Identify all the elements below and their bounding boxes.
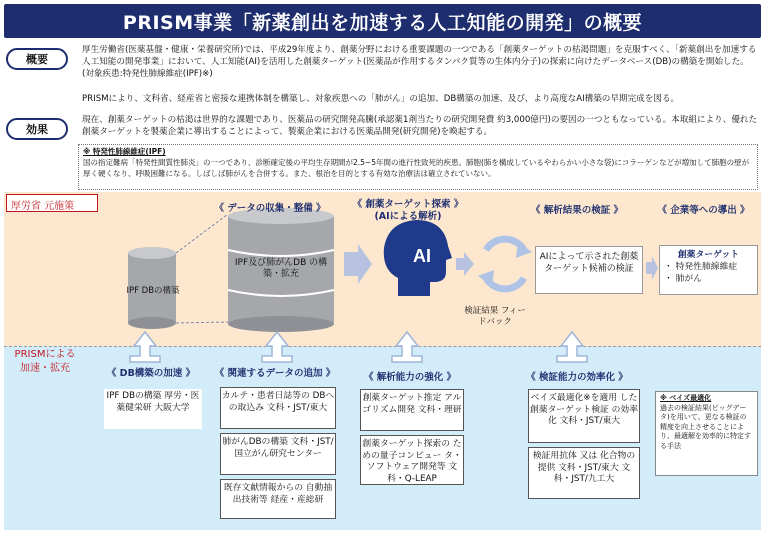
ipf-note-title: ※ 特発性肺線維症(IPF) [83,147,166,156]
heading-data-collection: 《 データの収集・整備 》 [214,203,326,214]
small-db-label: IPF DBの構築 [126,286,180,296]
related-data-box: 既存文献情報からの 自動抽出技術等 経産・産総研 [220,479,336,519]
heading-related-data: 《 関連するデータの追加 》 [214,368,336,379]
overview-label: 概要 [6,48,68,70]
verification-box: 検証用抗体 又は 化合物の提供 文科・JST/東大 文科・JST/九工大 [528,447,640,499]
ai-head-icon [384,220,452,296]
drug-target-item: ・ 特発性肺線維症 [664,262,738,272]
page-title: PRISM事業「新薬創出を加速する人工知能の開発」の概要 [122,11,643,34]
heading-company-transfer: 《 企業等への導出 》 [657,205,750,216]
analysis-box: 創薬ターゲット推定 アルゴリズム開発 文科・理研 [360,389,464,431]
overview-paragraph-2: PRISMにより、文科省、経産省と密接な連携体制を構築し、対象疾患への「肺がん」の追加、DB構築の加速、及び、より高度なAI構築の早期完成を図る。 [82,94,680,104]
ipf-note-text: 国の指定難病「特発性間質性肺炎」の一つであり、診断確定後の平均生存期間が2.5~5年間の進行性致死的疾患。肺胞(肺を構成しているやわらかい小さな袋)にコラーゲンなどが増加して肺胞の壁が厚く硬くなり、呼吸困難になる。しばしば肺がんを合併する。また、根治を目的とする有効な治療法は確立されていない。 [83,158,750,178]
heading-verification: 《 検証能力の効率化 》 [526,372,628,383]
arrow-to-target-icon [646,256,658,280]
arrow-to-ai-icon [344,244,372,284]
related-data-box: カルテ・患者日誌等の DBへの取込み 文科・JST/東大 [220,387,336,429]
db-accel-box: IPF DBの構築 厚労・医薬健栄研 大阪大学 [104,389,202,429]
bayes-note-text: 過去の検証結果(ビッグデータ)を用いて、更なる検証の精度を向上させることにより、最適解を効率的に特定する手法 [660,403,751,450]
heading-analysis: 《 解析能力の強化 》 [363,372,457,383]
bayes-note [655,391,758,476]
heading-target-search-sub: (AIによる解析) [374,211,442,222]
effect-label: 効果 [6,118,68,140]
effect-paragraph: 現在、創薬ターゲットの枯渇は世界的な課題であり、医薬品の研究開発高騰(承認薬1剤当たりの研究開発費 約3,000億円)の要因の一つともなっている。本取組により、優れた創薬ターゲットを製薬企業に導出することによって、製薬企業における医薬品開発(研究開発)を喚起する。 [82,115,758,137]
arrow-ai-to-cycle-icon [456,252,474,276]
feedback-cycle-icon [478,239,532,289]
bayes-note-title: ※ ベイズ最適化 [660,394,712,402]
drug-target-title: 創薬ターゲット [677,250,740,260]
upward-arrows [130,332,587,362]
bottom-panel-tag: PRISMによる 加速・拡充 [14,349,76,374]
ai-label: AI [413,246,431,266]
drug-target-box [659,245,758,295]
verification-box: ベイズ最適化※を適用 した創薬ターゲット検証 の効率化 文科・JST/東大 [528,389,640,443]
feedback-label: 検証結果 フィードバック [464,306,526,327]
drug-target-item: ・ 肺がん [664,274,702,284]
analysis-box: 創薬ターゲット探索の ための量子コンピュー タ・ソフトウェア開発等 文科・Q-LEAP [360,435,464,485]
heading-db-accel: 《 DB構築の加速 》 [106,368,196,379]
related-data-box: 肺がんDBの構築 文科・JST/ 国立がん研究センター [220,433,336,475]
top-panel-tag: 厚労省 元施策 [6,194,98,212]
heading-target-search: 《 創薬ターゲット探索 》 [352,199,464,210]
large-db-label: IPF及び肺がんDB の構築・拡充 [234,258,328,279]
overview-paragraph-1: 厚生労働省(医薬基盤・健康・栄養研究所)では、平成29年度より、創薬分野における重要課題の一つである「創薬ターゲットの枯渇問題」を克服すべく、「新薬創出を加速する人工知能の開発事業」において、人工知能(AI)を活用した創薬ターゲット(医薬品が作用するタンパク質等の生体内分子)の探索に向けたデータベース(DB)の構築を開始した。(対象疾患:特発性肺線維症(IPF)※) [82,45,757,79]
heading-result-verification: 《 解析結果の検証 》 [530,205,624,216]
result-verification-box: AIによって示された創薬ターゲット候補の検証 [535,246,643,294]
